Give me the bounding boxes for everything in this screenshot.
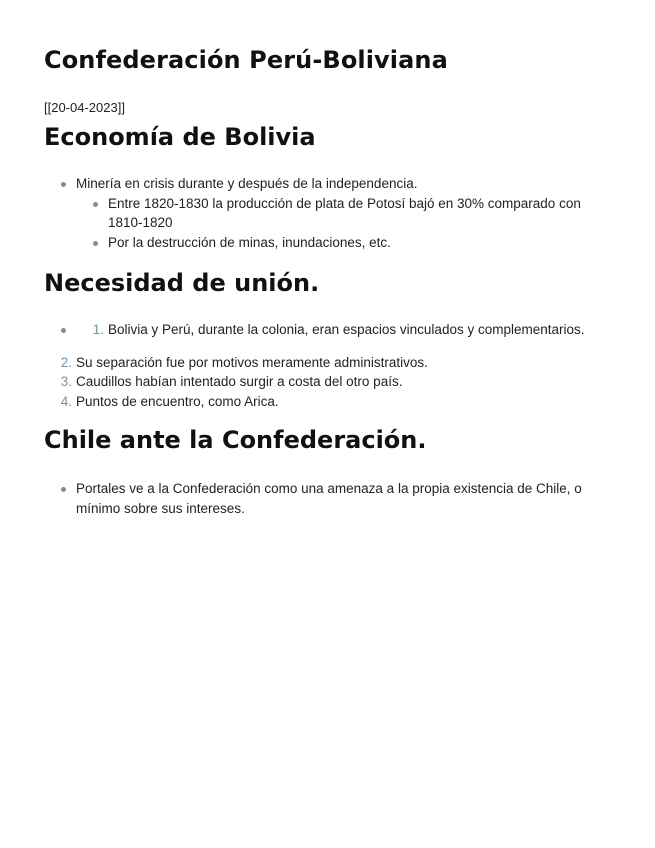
list-item	[44, 479, 615, 518]
numbered-item	[44, 320, 615, 340]
item-number: 2.	[60, 354, 72, 370]
date-link[interactable]: [[20-04-2023]]	[44, 100, 125, 115]
list-item	[44, 320, 615, 340]
numbered-item	[44, 392, 615, 412]
item-number: 1.	[92, 322, 104, 337]
section-necesidad-list	[44, 320, 615, 411]
list-item-text: Su separación fue por motivos meramente administrativos.	[76, 354, 428, 370]
list-item-text: Portales ve a la Confederación como una amenaza a la propia existencia de Chile, o mínimo sobre sus intereses.	[76, 481, 582, 516]
list-item-text: Puntos de encuentro, como Arica.	[76, 393, 279, 409]
list-item-text: Bolivia y Perú, durante la colonia, eran espacios vinculados y complementarios.	[108, 322, 585, 337]
page-title: Confederación Perú-Boliviana	[44, 46, 448, 74]
list-item-text: Por la destrucción de minas, inundaciones, etc.	[108, 234, 391, 250]
list-item-text: Caudillos habían intentado surgir a costa del otro país.	[76, 374, 403, 389]
numbered-item	[44, 372, 615, 392]
nested-list-item	[44, 194, 615, 233]
section-economia-list	[44, 174, 615, 252]
heading-chile: Chile ante la Confederación.	[44, 426, 427, 454]
list-item-text: Entre 1820-1830 la producción de plata de Potosí bajó en 30% comparado con 1810-1820	[108, 195, 581, 230]
numbered-item	[44, 353, 615, 373]
heading-economia: Economía de Bolivia	[44, 123, 316, 151]
list-item	[44, 174, 615, 194]
nested-list-item	[44, 233, 615, 253]
item-number: 3.	[60, 374, 72, 389]
item-number: 4.	[60, 393, 72, 409]
heading-necesidad: Necesidad de unión.	[44, 269, 320, 297]
list-item-text: Minería en crisis durante y después de la independencia.	[76, 176, 418, 191]
section-chile-list	[44, 479, 615, 518]
